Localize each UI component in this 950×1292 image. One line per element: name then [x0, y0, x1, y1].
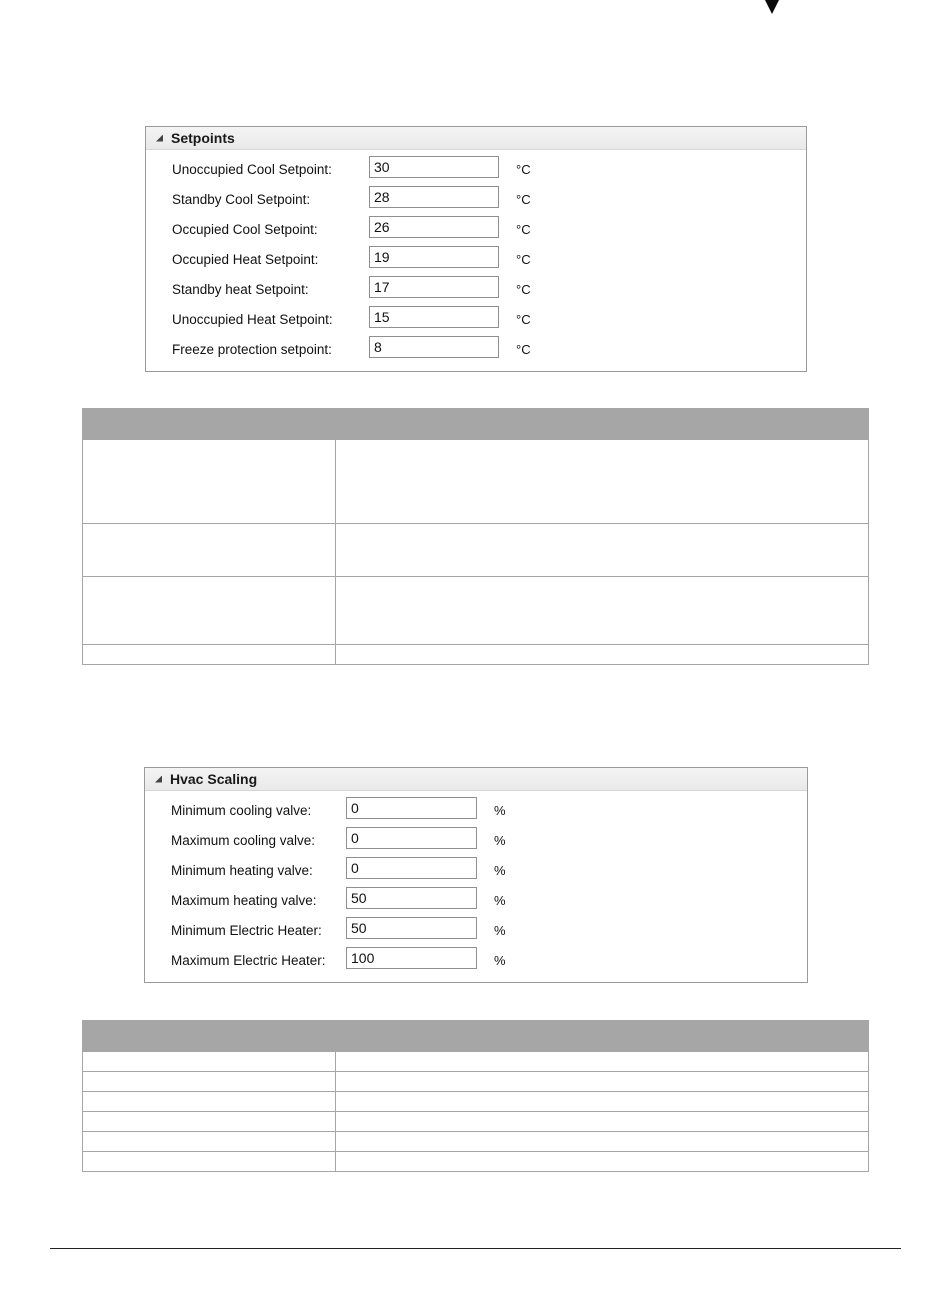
hvac-row-max-heating-valve	[171, 887, 791, 913]
table-row	[83, 1052, 869, 1072]
table-row	[83, 1152, 869, 1172]
min-heating-valve-input[interactable]	[346, 857, 477, 879]
table-cell	[83, 1092, 336, 1112]
hvac-label: Maximum heating valve:	[171, 893, 317, 908]
setpoints-panel-title: Setpoints	[171, 130, 235, 146]
table-cell	[83, 524, 336, 577]
freeze-protection-setpoint-input[interactable]	[369, 336, 499, 358]
occupied-cool-setpoint-input[interactable]	[369, 216, 499, 238]
hvac-row-min-electric-heater	[171, 917, 791, 943]
table-header-row	[83, 1021, 869, 1052]
unit-label: %	[494, 803, 506, 818]
setpoints-panel-header[interactable]	[146, 127, 806, 150]
table-row	[83, 440, 869, 524]
hvac-label: Maximum cooling valve:	[171, 833, 316, 848]
unoccupied-cool-setpoint-input[interactable]	[369, 156, 499, 178]
table-cell	[83, 1152, 336, 1172]
table-cell	[336, 1132, 869, 1152]
hvac-row-max-cooling-valve	[171, 827, 791, 853]
unit-label: °C	[516, 342, 531, 357]
table-cell	[83, 1052, 336, 1072]
setpoint-label: Standby Cool Setpoint:	[172, 192, 311, 207]
unit-label: %	[494, 863, 506, 878]
max-cooling-valve-input[interactable]	[346, 827, 477, 849]
table-row	[83, 577, 869, 645]
table-cell	[83, 440, 336, 524]
min-cooling-valve-input[interactable]	[346, 797, 477, 819]
table-header-cell	[336, 1021, 869, 1052]
setpoint-label: Occupied Heat Setpoint:	[172, 252, 319, 267]
table-row	[83, 1132, 869, 1152]
setpoint-label: Freeze protection setpoint:	[172, 342, 332, 357]
unit-label: °C	[516, 192, 531, 207]
hvac-row-max-electric-heater	[171, 947, 791, 973]
table-row	[83, 524, 869, 577]
collapse-triangle-icon[interactable]	[155, 776, 162, 783]
hvac-label: Minimum Electric Heater:	[171, 923, 322, 938]
unit-label: %	[494, 953, 506, 968]
table-header-cell	[83, 409, 336, 440]
table-cell	[83, 1112, 336, 1132]
max-heating-valve-input[interactable]	[346, 887, 477, 909]
collapse-triangle-icon[interactable]	[156, 135, 163, 142]
unit-label: %	[494, 893, 506, 908]
hvac-label: Minimum heating valve:	[171, 863, 313, 878]
setpoint-label: Unoccupied Cool Setpoint:	[172, 162, 332, 177]
unit-label: °C	[516, 162, 531, 177]
max-electric-heater-input[interactable]	[346, 947, 477, 969]
hvac-scaling-description-table	[82, 1020, 869, 1172]
table-cell	[336, 577, 869, 645]
footer-divider	[50, 1248, 901, 1249]
hvac-scaling-panel-title: Hvac Scaling	[170, 771, 258, 787]
standby-heat-setpoint-input[interactable]	[369, 276, 499, 298]
table-cell	[336, 1112, 869, 1132]
setpoint-row-occupied-heat	[172, 246, 792, 272]
occupied-heat-setpoint-input[interactable]	[369, 246, 499, 268]
setpoint-row-occupied-cool	[172, 216, 792, 242]
table-cell	[83, 577, 336, 645]
page-top-marker	[765, 0, 779, 14]
unoccupied-heat-setpoint-input[interactable]	[369, 306, 499, 328]
setpoint-row-unoccupied-heat	[172, 306, 792, 332]
table-row	[83, 1072, 869, 1092]
hvac-label: Maximum Electric Heater:	[171, 953, 326, 968]
table-cell	[336, 645, 869, 665]
unit-label: °C	[516, 312, 531, 327]
hvac-label: Minimum cooling valve:	[171, 803, 312, 818]
table-cell	[83, 1132, 336, 1152]
hvac-row-min-heating-valve	[171, 857, 791, 883]
setpoints-description-table	[82, 408, 869, 665]
table-header-cell	[336, 409, 869, 440]
hvac-scaling-panel	[144, 767, 808, 983]
table-cell	[336, 440, 869, 524]
setpoint-row-unoccupied-cool	[172, 156, 792, 182]
setpoint-row-standby-cool	[172, 186, 792, 212]
table-cell	[83, 1072, 336, 1092]
min-electric-heater-input[interactable]	[346, 917, 477, 939]
table-row	[83, 1092, 869, 1112]
setpoints-panel	[145, 126, 807, 372]
setpoint-label: Unoccupied Heat Setpoint:	[172, 312, 333, 327]
standby-cool-setpoint-input[interactable]	[369, 186, 499, 208]
setpoint-row-freeze-protection	[172, 336, 792, 362]
table-cell	[336, 1052, 869, 1072]
table-header-cell	[83, 1021, 336, 1052]
unit-label: °C	[516, 252, 531, 267]
table-cell	[83, 645, 336, 665]
table-cell	[336, 1092, 869, 1112]
unit-label: °C	[516, 282, 531, 297]
hvac-row-min-cooling-valve	[171, 797, 791, 823]
setpoint-label: Occupied Cool Setpoint:	[172, 222, 318, 237]
setpoint-label: Standby heat Setpoint:	[172, 282, 309, 297]
unit-label: %	[494, 833, 506, 848]
table-cell	[336, 1072, 869, 1092]
table-cell	[336, 1152, 869, 1172]
table-row	[83, 645, 869, 665]
table-header-row	[83, 409, 869, 440]
unit-label: °C	[516, 222, 531, 237]
table-row	[83, 1112, 869, 1132]
hvac-scaling-panel-header[interactable]	[145, 768, 807, 791]
setpoint-row-standby-heat	[172, 276, 792, 302]
unit-label: %	[494, 923, 506, 938]
table-cell	[336, 524, 869, 577]
